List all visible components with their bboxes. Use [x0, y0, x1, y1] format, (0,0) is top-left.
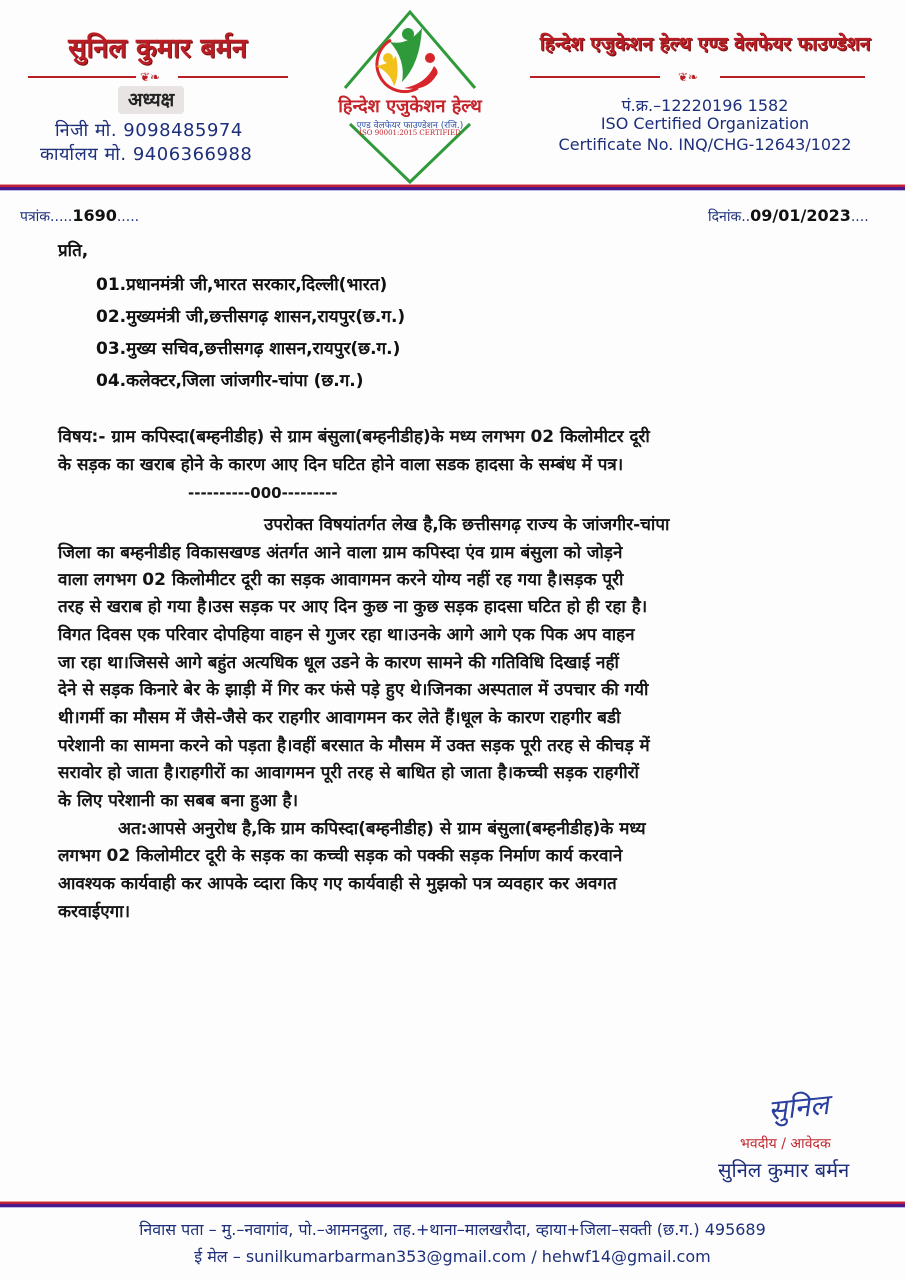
subject-line-1: विषय:- ग्राम कपिस्दा(बम्हनीडीह) से ग्राम बंसुला(बम्हनीडीह)के मध्य लगभग 02 किलोमीटर दूरी [58, 427, 650, 447]
signature-role: भवदीय / आवेदक [740, 1136, 831, 1152]
logo-text-line2: एण्ड वेलफेयर फाउण्डेशन (रजि.) [356, 121, 464, 131]
personal-mobile [55, 118, 243, 142]
personal-mobile-number: 9098485974 [123, 120, 243, 141]
request-line: लगभग 02 किलोमीटर दूरी के सड़क का कच्ची सड़क को पक्की सड़क निर्माण कार्य करवाने [58, 846, 623, 866]
ref-label: पत्रांक..... [20, 209, 73, 225]
logo-text-line1: हिन्देश एजुकेशन हेल्थ [338, 96, 482, 117]
date-value: 09/01/2023 [750, 206, 851, 225]
body-line: तरह से खराब हो गया है।उस सड़क पर आए दिन कुछ ना कुछ सड़क हादसा घटित हो ही रहा है। [58, 597, 648, 617]
recipient-1: 01.प्रधानमंत्री जी,भारत सरकार,दिल्ली(भारत) [96, 275, 388, 295]
body-line: के लिए परेशानी का सबब बना हुआ है। [58, 791, 299, 811]
body-line: परेशानी का सामना करने को पड़ता है।वहीं बरसात के मौसम में उक्त सड़क पूरी तरह से कीचड़ में [58, 736, 650, 756]
body-line: सरावोर हो जाता है।राहगीरों का आवागमन पूरी तरह से बाधित हो जाता है।कच्ची सड़क राहगीरों [58, 763, 639, 783]
registration-number: पं.क्र.–12220196 1582 [621, 96, 789, 115]
body-line: विगत दिवस एक परिवार दोपहिया वाहन से गुजर रहा था।उनके आगे आगे एक पिक अप वाहन [58, 625, 635, 645]
office-mobile-number: 9406366988 [132, 144, 253, 165]
body-line: थी।गर्मी का मौसम में जैसे-जैसे कर राहगीर आवागमन कर लेते हैं।धूल के कारण राहगीर बडी [58, 708, 621, 728]
office-mobile-label: कार्यालय मो. [40, 144, 127, 165]
letter-date [708, 206, 869, 226]
body-line: वाला लगभग 02 किलोमीटर दूरी का सड़क आवागमन करने योग्य नहीं रह गया है।सड़क पूरी [58, 570, 624, 590]
recipient-3: 03.मुख्य सचिव,छत्तीसगढ़ शासन,रायपुर(छ.ग.) [96, 339, 401, 359]
personal-mobile-label: निजी मो. [55, 120, 118, 141]
logo-figure-red-head [425, 53, 435, 63]
request-line: करवाईएगा। [58, 902, 131, 922]
header-divider [0, 184, 905, 191]
to-label: प्रति, [58, 241, 89, 261]
body-line: जा रहा था।जिससे आगे बहुंत अत्यधिक धूल उडने के कारण सामने की गतिविधि दिखाई नहीं [58, 653, 619, 673]
footer-email: ई मेल – sunilkumarbarman353@gmail.com / hehwf14@gmail.com [194, 1247, 711, 1266]
president-role-badge: अध्यक्ष [118, 86, 184, 114]
recipient-2: 02.मुख्यमंत्री जी,छत्तीसगढ़ शासन,रायपुर(छ.ग.) [96, 307, 406, 327]
recipient-4: 04.कलेक्टर,जिला जांजगीर-चांपा (छ.ग.) [96, 371, 364, 391]
request-line: अत:आपसे अनुरोध है,कि ग्राम कपिस्दा(बम्हनीडीह) से ग्राम बंसुला(बम्हनीडीह)के मध्य [118, 819, 646, 839]
iso-certified-text: ISO Certified Organization [600, 114, 810, 133]
date-trail: .... [850, 209, 869, 225]
handwritten-signature: सुनिल [766, 1087, 831, 1128]
subject-line-2: के सड़क का खराब होने के कारण आए दिन घटित होने वाला सडक हादसा के सम्बंध में पत्र। [58, 455, 624, 475]
body-line: देने से सड़क किनारे बेर के झाड़ी में गिर कर फंसे पड़े हुए थे।जिनका अस्पताल में उपचार की गयी [58, 680, 649, 700]
organization-name: हिन्देश एजुकेशन हेल्थ एण्ड वेलफेयर फाउण्डेशन [539, 33, 871, 55]
body-line: जिला का बम्हनीडीह विकासखण्ड अंतर्गत आने वाला ग्राम कपिस्दा एंव ग्राम बंसुला को जोड़ने [58, 543, 623, 563]
signature-name: सुनिल कुमार बर्मन [718, 1158, 850, 1182]
letter-reference [20, 206, 139, 226]
flourish-divider-right: ❦❧ [530, 70, 865, 84]
ref-number: 1690 [72, 206, 117, 225]
foundation-logo [290, 6, 530, 184]
footer-divider [0, 1201, 905, 1208]
footer-address: निवास पता – मु.–नवागांव, पो.–आमनदुला, तह.+थाना–मालखरौदा, व्हाया+जिला–सक्ती (छ.ग.) 495689 [139, 1220, 766, 1239]
date-label: दिनांक.. [708, 209, 751, 225]
office-mobile [40, 142, 252, 166]
ref-trail: ..... [116, 209, 140, 225]
president-name: सुनिल कुमार बर्मन [68, 33, 247, 64]
logo-text-line3: ISO 90001:2015 CERTIFIED [359, 129, 461, 137]
certificate-number: Certificate No. INQ/CHG-12643/1022 [558, 135, 852, 154]
request-line: आवश्यक कार्यवाही कर आपके व्दारा किए गए कार्यवाही से मुझको पत्र व्यवहार कर अवगत [58, 874, 617, 894]
flourish-divider-left: ❦❧ [28, 70, 288, 84]
body-line: उपरोक्त विषयांतर्गत लेख है,कि छत्तीसगढ़ राज्य के जांजगीर-चांपा [264, 515, 670, 535]
separator: ----------000--------- [188, 484, 338, 502]
